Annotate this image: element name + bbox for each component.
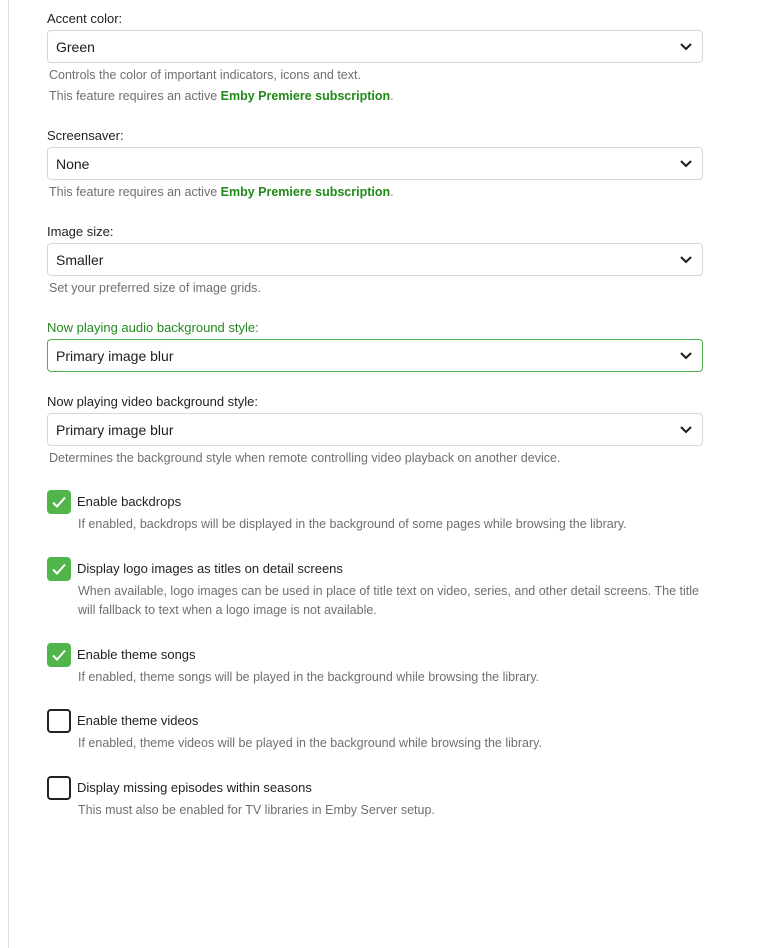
- image-size-value: Smaller: [56, 252, 104, 268]
- missing-episodes-label[interactable]: Display missing episodes within seasons: [77, 780, 312, 795]
- theme-songs-description: If enabled, theme songs will be played in the background while browsing the library.: [78, 670, 540, 684]
- chevron-down-icon: [679, 254, 693, 266]
- video-background-help: Determines the background style when remote controlling video playback on another device.: [49, 451, 561, 465]
- video-background-value: Primary image blur: [56, 422, 174, 438]
- accent-color-premiere-note: [49, 89, 394, 103]
- video-background-label: Now playing video background style:: [47, 394, 259, 409]
- audio-background-value: Primary image blur: [56, 348, 174, 364]
- image-size-select[interactable]: [47, 243, 703, 276]
- audio-background-label: Now playing audio background style:: [47, 320, 259, 335]
- screensaver-select[interactable]: [47, 147, 703, 180]
- logo-titles-label[interactable]: Display logo images as titles on detail screens: [77, 561, 343, 576]
- accent-color-label: Accent color:: [47, 11, 123, 26]
- theme-videos-checkbox[interactable]: [47, 709, 71, 733]
- checkmark-icon: [51, 647, 67, 663]
- video-background-select[interactable]: [47, 413, 703, 446]
- premiere-note-text: This feature requires an active: [49, 185, 221, 199]
- accent-color-value: Green: [56, 39, 95, 55]
- image-size-label: Image size:: [47, 224, 114, 239]
- theme-songs-label[interactable]: Enable theme songs: [77, 647, 196, 662]
- enable-backdrops-description: If enabled, backdrops will be displayed in the background of some pages while browsing the library.: [78, 517, 627, 531]
- audio-background-select[interactable]: [47, 339, 703, 372]
- chevron-down-icon: [679, 41, 693, 53]
- emby-premiere-link[interactable]: Emby Premiere subscription: [220, 185, 391, 199]
- screensaver-label: Screensaver:: [47, 128, 124, 143]
- premiere-note-period: .: [390, 89, 394, 103]
- accent-color-help: Controls the color of important indicators, icons and text.: [49, 68, 361, 82]
- enable-backdrops-checkbox[interactable]: [47, 490, 71, 514]
- accent-color-select[interactable]: [47, 30, 703, 63]
- theme-videos-label[interactable]: Enable theme videos: [77, 713, 199, 728]
- chevron-down-icon: [679, 350, 693, 362]
- missing-episodes-checkbox[interactable]: [47, 776, 71, 800]
- chevron-down-icon: [679, 158, 693, 170]
- checkmark-icon: [51, 561, 67, 577]
- enable-backdrops-label[interactable]: Enable backdrops: [77, 494, 182, 509]
- left-panel-divider: [8, 0, 9, 948]
- premiere-note-period: .: [390, 185, 394, 199]
- chevron-down-icon: [679, 424, 693, 436]
- logo-titles-checkbox[interactable]: [47, 557, 71, 581]
- theme-songs-checkbox[interactable]: [47, 643, 71, 667]
- emby-premiere-link[interactable]: Emby Premiere subscription: [220, 89, 391, 103]
- premiere-note-text: This feature requires an active: [49, 89, 221, 103]
- theme-videos-description: If enabled, theme videos will be played in the background while browsing the library.: [78, 736, 542, 750]
- image-size-help: Set your preferred size of image grids.: [49, 281, 261, 295]
- screensaver-premiere-note: [49, 185, 394, 199]
- logo-titles-description: When available, logo images can be used in place of title text on video, series, and other detail screens. The title will fallback to text when a logo image is not available.: [78, 584, 699, 617]
- screensaver-value: None: [56, 156, 90, 172]
- missing-episodes-description: This must also be enabled for TV libraries in Emby Server setup.: [78, 803, 435, 817]
- checkmark-icon: [51, 494, 67, 510]
